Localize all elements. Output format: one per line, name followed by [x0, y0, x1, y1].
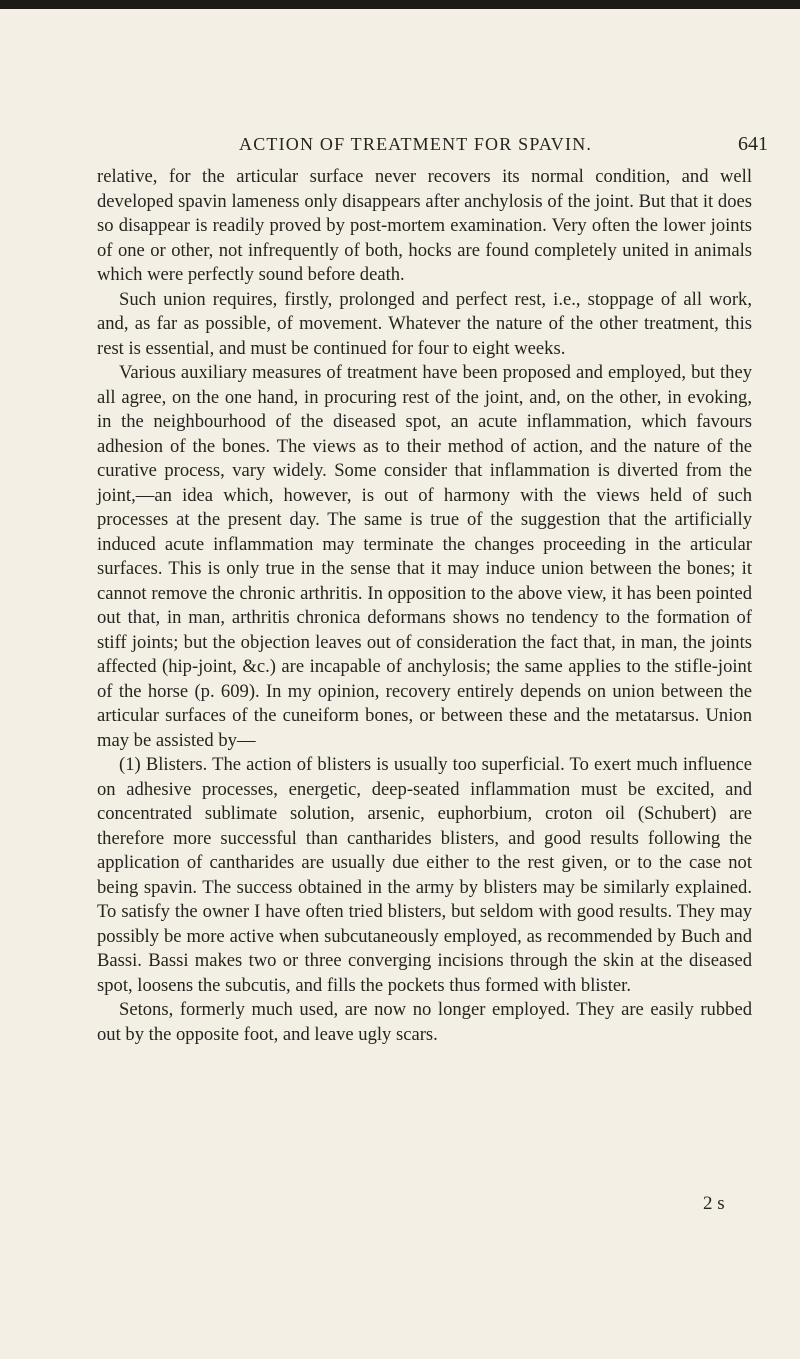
paragraph-1: relative, for the articular surface never recovers its normal condition, and well developed spavin lameness only disappears after anchylosis of the joint. But that it does so disappear is readily proved by post-mortem examination. Very often the lower joints of one or other, not infrequently of both, hocks are found completely united in animals which were perfectly sound before death.	[97, 166, 752, 285]
paragraph-3: Various auxiliary measures of treatment have been proposed and employed, but they all agree, on the one hand, in procuring rest of the joint, and, on the other, in evoking, in the neighbourhood of the diseased spot, an acute inflammation, which favours adhesion of the bones. The views as to their method of action, and the nature of the curative process, vary widely. Some consider that inflammation is diverted from the joint,—an idea which, however, is out of harmony with the views held of such processes at the present day. The same is true of the suggestion that the artificially induced acute inflammation may terminate the changes proceeding in the articular surfaces. This is only true in the sense that it may induce union between the bones; it cannot remove the chronic arthritis. In opposition to the above view, it has been pointed out that, in man, arthritis chronica deformans shows no tendency to the formation of stiff joints; but the objection leaves out of consideration the fact that, in man, the joints affected (hip-joint, &c.) are incapable of anchylosis; the same applies to the stifle-joint of the horse (p. 609). In my opinion, recovery entirely depends on union between the articular surfaces of the cuneiform bones, or between these and the metatarsus. Union may be assisted by—	[97, 362, 752, 751]
paragraph-4: (1) Blisters. The action of blisters is usually too superficial. To exert much influence on adhesive processes, energetic, deep-seated inflammation must be excited, and concentrated sublimate solution, arsenic, euphorbium, croton oil (Schubert) are therefore more successful than cantharides blisters, and good results following the application of cantharides are usually due either to the rest given, or to the case not being spavin. The success obtained in the army by blisters may be similarly explained. To satisfy the owner I have often tried blisters, but seldom with good results. They may possibly be more active when subcutaneously employed, as recommended by Buch and Bassi. Bassi makes two or three converging incisions through the skin at the diseased spot, loosens the subcutis, and fills the pockets thus formed with blister.	[97, 754, 752, 996]
paragraph-5: Setons, formerly much used, are now no longer employed. They are easily rubbed out by the opposite foot, and leave ugly scars.	[97, 999, 752, 1045]
top-border-rule	[0, 0, 800, 9]
running-title: ACTION OF TREATMENT FOR SPAVIN.	[239, 134, 593, 154]
body-text	[97, 165, 752, 1047]
paragraph-2: Such union requires, firstly, prolonged and perfect rest, i.e., stoppage of all work, and, as far as possible, of movement. Whatever the nature of the other treatment, this rest is essential, and must be continued for four to eight weeks.	[97, 288, 752, 359]
page-header	[0, 131, 800, 157]
signature-mark: 2 s	[703, 1193, 725, 1214]
page-number: 641	[738, 133, 768, 155]
